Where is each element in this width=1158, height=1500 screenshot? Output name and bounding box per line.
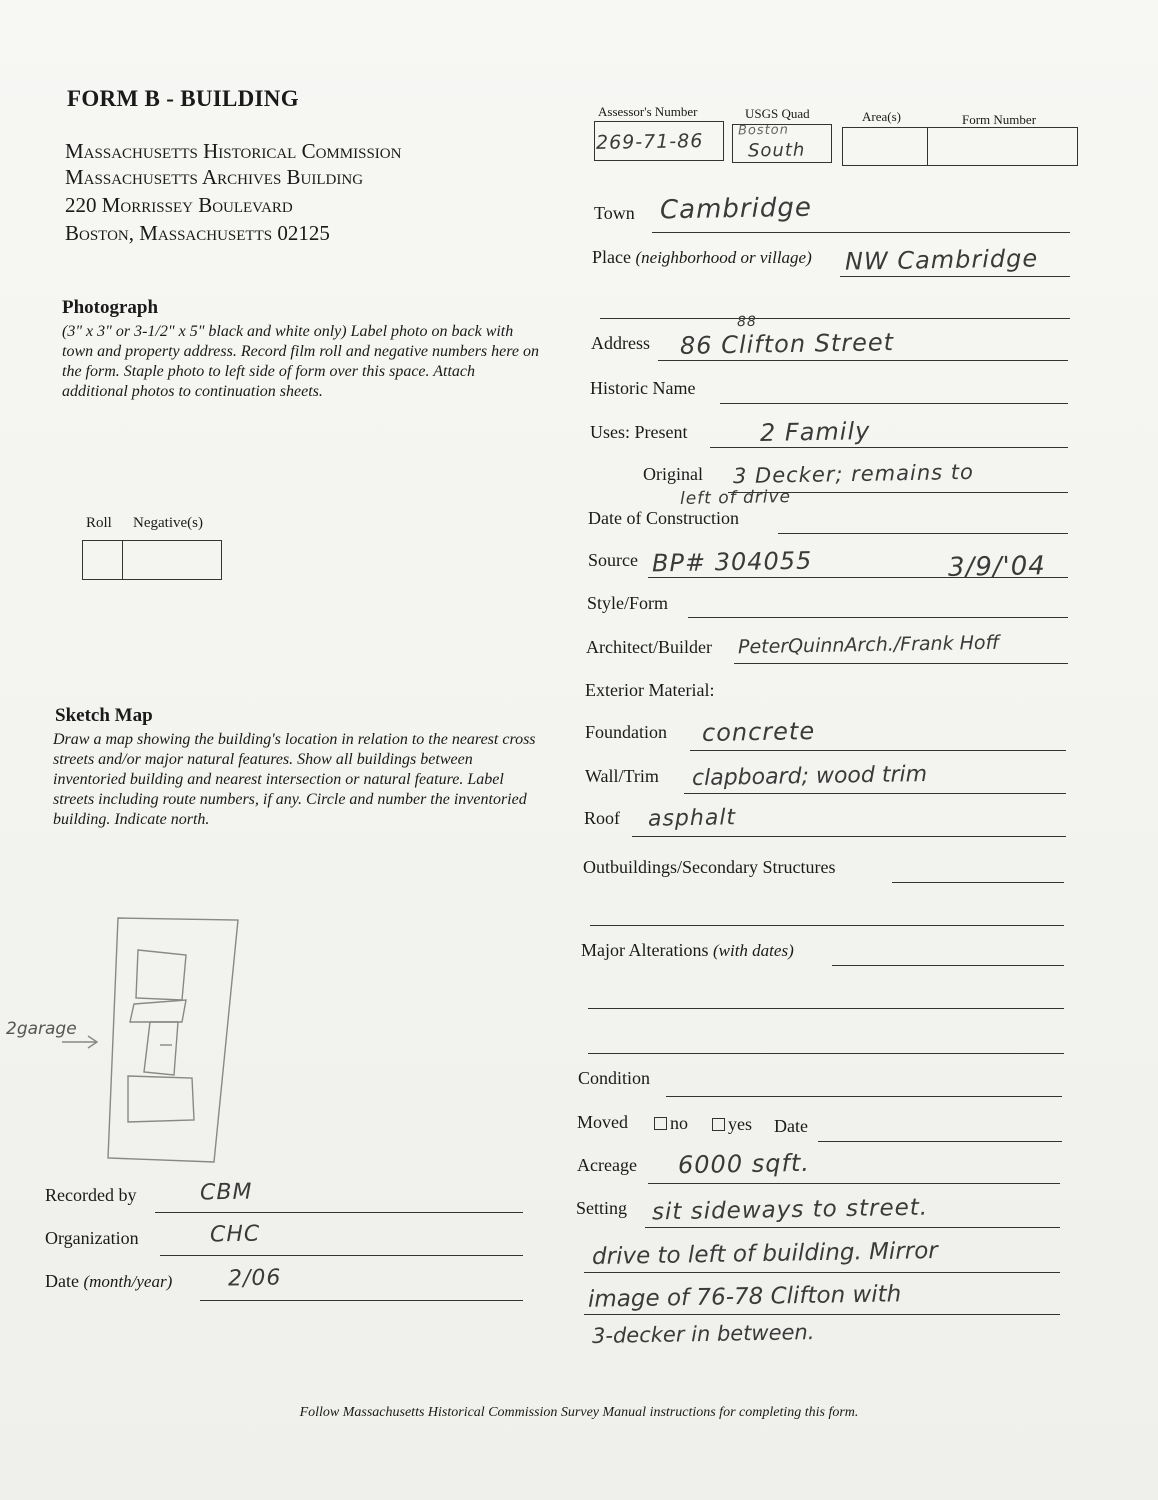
organization-value[interactable]: CHC [209, 1221, 261, 1248]
sketch-map-heading: Sketch Map [55, 705, 153, 726]
uses-present-label: Uses: Present [590, 422, 688, 442]
garage-block [136, 950, 186, 1000]
areas-label: Area(s) [862, 109, 901, 124]
place-label [592, 247, 812, 268]
date-label [45, 1271, 172, 1292]
outbuildings-label: Outbuildings/Secondary Structures [583, 857, 836, 877]
exterior-material-label: Exterior Material: [585, 680, 715, 700]
org-line-2: Massachusetts Archives Building [65, 165, 364, 189]
address-label: Address [591, 333, 650, 353]
uses-original-value-2: left of drive [679, 487, 792, 509]
historic-name-label: Historic Name [590, 378, 696, 398]
source-value[interactable]: BP# 304055 [651, 546, 813, 578]
lot-outline [108, 918, 238, 1162]
date-value[interactable]: 2/06 [227, 1265, 282, 1292]
roof-value[interactable]: asphalt [647, 805, 737, 832]
moved-no-text: no [670, 1113, 688, 1133]
assessor-number-value: 269-71-86 [595, 130, 704, 154]
moved-no-option [654, 1113, 688, 1134]
setting-line-1[interactable]: sit sideways to street. [651, 1194, 929, 1226]
org-line-1: Massachusetts Historical Commission [65, 139, 402, 163]
usgs-quad-value-2: South [747, 139, 806, 162]
connector-block [130, 1000, 186, 1022]
place-label-text: Place [592, 247, 631, 267]
place-value[interactable]: NW Cambridge [844, 244, 1039, 276]
org-line-4: Boston, Massachusetts 02125 [65, 221, 330, 245]
roof-label: Roof [584, 808, 620, 828]
recorded-by-value[interactable]: CBM [199, 1179, 253, 1206]
moved-label: Moved [577, 1112, 628, 1132]
source-label: Source [588, 550, 638, 570]
condition-label: Condition [578, 1068, 651, 1088]
negative-label: Negative(s) [133, 515, 203, 531]
area-divider [927, 127, 928, 166]
sketch-map-drawing [0, 900, 260, 1180]
recorded-by-label: Recorded by [45, 1185, 137, 1205]
address-value[interactable]: 86 Clifton Street [679, 328, 895, 360]
org-line-3: 220 Morrissey Boulevard [65, 193, 293, 217]
footer-note: Follow Massachusetts Historical Commission Survey Manual instructions for completing this form. [299, 1405, 859, 1420]
uses-present-value[interactable]: 2 Family [759, 417, 871, 447]
moved-yes-text: yes [728, 1114, 752, 1134]
setting-label: Setting [576, 1198, 628, 1218]
sketch-map-instructions: Draw a map showing the building's location in relation to the nearest cross streets and/or major natural features. Show all buildings between inventoried building and nearest intersection or natural feature. Label streets including route numbers, if any. Circle and number the inventoried building. Indicate north. [53, 731, 536, 828]
date-label-text: Date [45, 1271, 79, 1291]
moved-yes-option [712, 1114, 752, 1135]
architect-builder-label: Architect/Builder [586, 637, 712, 657]
moved-no-checkbox[interactable] [654, 1117, 667, 1130]
style-form-label: Style/Form [587, 593, 669, 613]
sketch-annotation: 2garage [6, 1019, 77, 1039]
roll-label: Roll [86, 515, 112, 531]
house-block [144, 1022, 178, 1075]
town-label: Town [594, 203, 635, 223]
major-alterations-label-text: Major Alterations [581, 940, 709, 960]
moved-date-label: Date [774, 1116, 808, 1136]
moved-yes-checkbox[interactable] [712, 1118, 725, 1131]
architect-builder-value[interactable]: PeterQuinnArch./Frank Hoff [737, 631, 1000, 659]
assessor-number-label: Assessor's Number [598, 104, 698, 119]
uses-original-value[interactable]: 3 Decker; remains to [732, 459, 975, 489]
source-date: 3/9/'04 [947, 551, 1047, 583]
setting-line-4: 3-decker in between. [591, 1320, 815, 1348]
major-alterations-label [581, 940, 794, 961]
photograph-instructions: (3" x 3" or 3-1/2" x 5" black and white only) Label photo on back with town and property address. Record film roll and negative numbers here on the form. Staple photo to left side of form over this space. Attach additional photos to continuation sheets. [62, 323, 539, 400]
address-correction: 88 [736, 313, 757, 331]
acreage-value[interactable]: 6000 sqft. [677, 1148, 811, 1180]
photograph-heading: Photograph [62, 297, 159, 318]
usgs-quad-label: USGS Quad [745, 106, 810, 121]
setting-line-2: drive to left of building. Mirror [591, 1237, 938, 1271]
form-title: FORM B - BUILDING [67, 86, 299, 111]
date-of-construction-label: Date of Construction [588, 508, 739, 528]
place-hint: (neighborhood or village) [635, 248, 812, 267]
area-form-number-box[interactable] [842, 127, 1078, 166]
acreage-label: Acreage [577, 1155, 637, 1175]
wall-trim-value[interactable]: clapboard; wood trim [691, 761, 928, 792]
uses-original-label: Original [643, 464, 703, 484]
usgs-quad-value-1: Boston [737, 122, 790, 139]
town-value[interactable]: Cambridge [659, 192, 813, 226]
wall-trim-label: Wall/Trim [585, 766, 659, 786]
organization-label: Organization [45, 1228, 139, 1248]
roll-negative-box[interactable] [82, 540, 222, 580]
major-alterations-hint: (with dates) [712, 941, 794, 960]
form-number-label: Form Number [962, 112, 1037, 127]
rear-block [128, 1076, 194, 1122]
date-hint: (month/year) [83, 1272, 173, 1291]
setting-line-3: image of 76-78 Clifton with [587, 1281, 902, 1313]
foundation-label: Foundation [585, 722, 668, 742]
roll-negative-divider [122, 540, 123, 580]
foundation-value[interactable]: concrete [701, 717, 816, 747]
